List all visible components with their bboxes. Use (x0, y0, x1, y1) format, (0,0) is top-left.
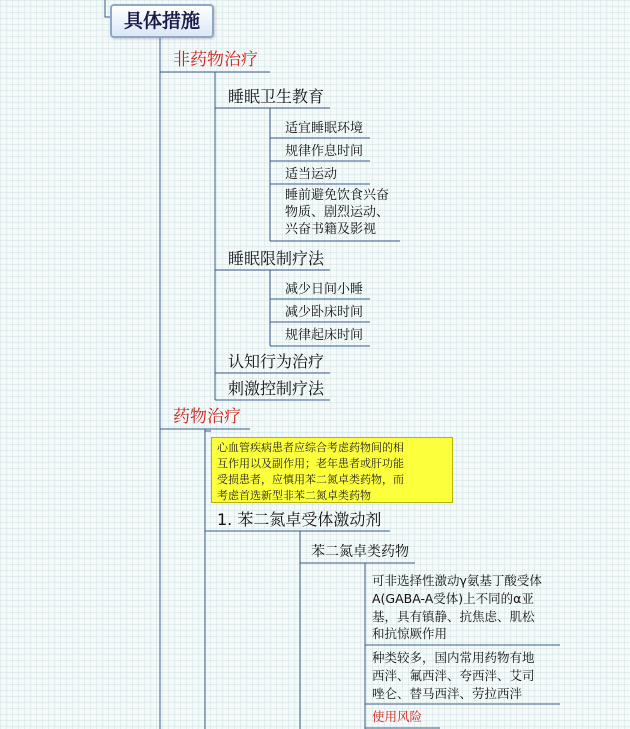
node-cognitive-behavioral-therapy[interactable]: 认知行为治疗 (228, 352, 325, 371)
mechanism-line-4: 和抗惊厥作用 (372, 626, 448, 642)
mechanism-line-3: 基，具有镇静、抗焦虑、肌松 (372, 608, 535, 624)
node-sleep-hygiene-education[interactable]: 睡眠卫生教育 (228, 87, 325, 106)
mechanism-line-2: A(GABA-A受体)上不同的α亚 (372, 590, 534, 606)
common-drugs-line-1: 种类较多，国内常用药物有地 (372, 650, 535, 665)
node-reduce-daytime-naps[interactable]: 减少日间小睡 (285, 282, 364, 297)
mechanism-line-1: 可非选择性激动γ氨基丁酸受体 (372, 573, 542, 588)
node-moderate-exercise[interactable]: 适当运动 (285, 167, 338, 182)
branch-drug-therapy[interactable]: 药物治疗 (173, 407, 241, 427)
common-drugs-line-3: 唑仑、替马西泮、劳拉西泮 (372, 685, 523, 701)
root-node-title[interactable]: 具体措施 (110, 4, 214, 38)
node-regular-wake-time[interactable]: 规律起床时间 (285, 328, 364, 343)
avoid-stimulants-line-3: 兴奋书籍及影视 (285, 221, 377, 237)
node-regular-schedule[interactable]: 规律作息时间 (285, 144, 364, 159)
avoid-stimulants-line-2: 物质、剧烈运动、 (285, 204, 390, 220)
node-reduce-bed-time[interactable]: 减少卧床时间 (285, 305, 364, 320)
note-line-3: 受损患者，应慎用苯二氮卓类药物，而 (217, 472, 404, 486)
node-sleep-environment[interactable]: 适宜睡眠环境 (285, 121, 364, 136)
common-drugs-line-2: 西泮、氟西泮、夸西泮、艾司 (372, 667, 535, 683)
avoid-stimulants-line-1: 睡前避免饮食兴奋 (285, 188, 390, 203)
note-line-2: 互作用以及副作用；老年患者或肝功能 (217, 456, 404, 470)
drug-therapy-note[interactable] (211, 437, 453, 503)
node-benzodiazepines[interactable]: 苯二氮卓类药物 (311, 544, 409, 560)
node-usage-risk[interactable]: 使用风险 (372, 709, 423, 724)
node-mechanism-description[interactable] (372, 572, 542, 643)
node-stimulus-control-therapy[interactable]: 刺激控制疗法 (228, 379, 325, 398)
node-sleep-restriction-therapy[interactable]: 睡眠限制疗法 (228, 249, 325, 268)
branch-non-drug-therapy[interactable]: 非药物治疗 (173, 50, 258, 70)
node-avoid-stimulants[interactable] (285, 188, 389, 239)
node-common-drugs-description[interactable] (372, 649, 535, 702)
note-line-1: 心血管疾病患者应综合考虑药物间的相 (217, 441, 404, 454)
note-line-4: 考虑首选新型非苯二氮卓类药物 (217, 488, 371, 502)
node-benzodiazepine-receptor-agonists[interactable]: 1. 苯二氮卓受体激动剂 (217, 510, 382, 529)
